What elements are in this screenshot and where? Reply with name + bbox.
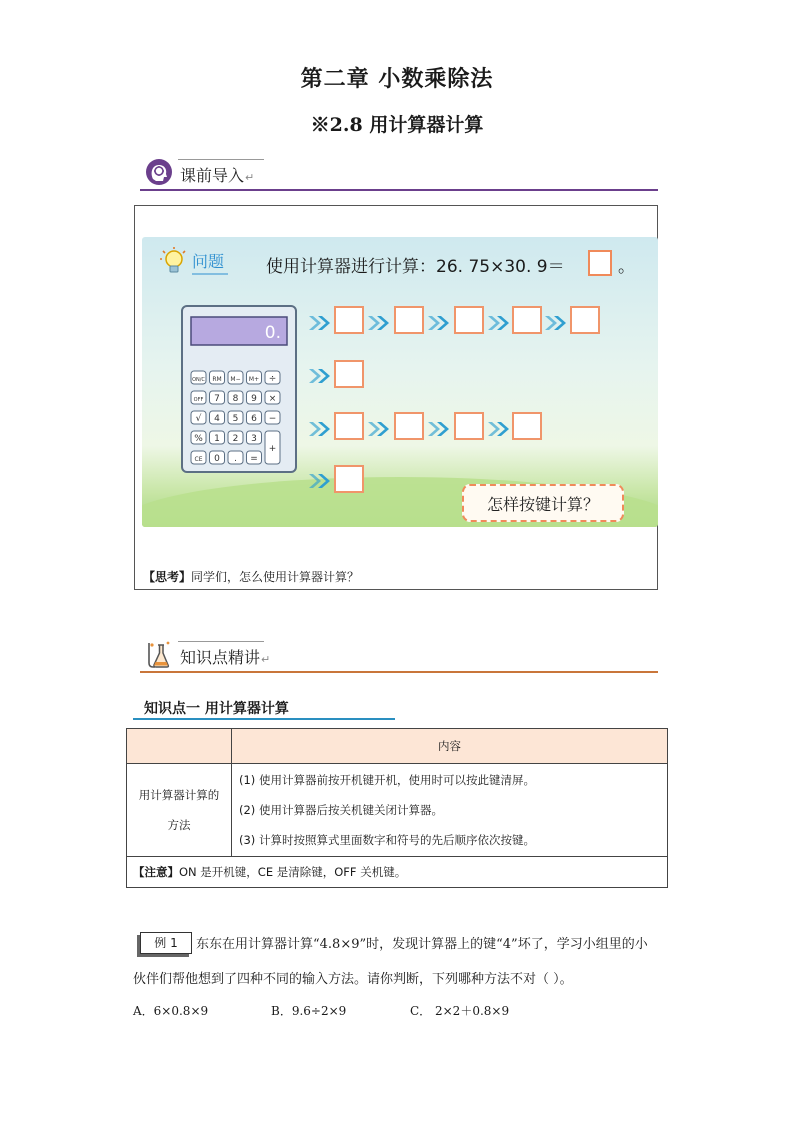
calculator-key-label: 1: [214, 434, 220, 444]
calculator-key-label: +: [268, 444, 277, 454]
chapter-title: 第二章 小数乘除法: [300, 66, 494, 92]
calculator-key-label: 5: [232, 414, 239, 424]
key-box: [334, 412, 364, 440]
problem-period: 。: [618, 257, 635, 277]
example-text-line1: 东东在用计算器计算“4.8×9”时，发现计算器上的键“4”坏了，学习小组里的小: [196, 937, 648, 952]
table-row: [127, 764, 668, 857]
calculator-display: 0.: [264, 323, 281, 343]
key-box: [570, 306, 600, 334]
example-tag: 例 1: [140, 932, 192, 954]
calculator-key-label: RM: [212, 376, 222, 383]
calculator-key-label: 8: [232, 394, 239, 404]
row-label: 用计算器计算的方法: [127, 764, 232, 857]
calculator-key-label: =: [250, 454, 258, 464]
return-mark: ↵: [245, 171, 255, 184]
intro-heading-text: 课前导入: [180, 166, 245, 185]
knowledge-section-heading: [140, 639, 658, 673]
calculator-key-label: CE: [194, 456, 203, 463]
problem-text: 使用计算器进行计算：26. 75×30. 9＝: [266, 257, 565, 277]
return-mark: ↵: [261, 653, 271, 666]
flask-lab-icon: [144, 639, 174, 669]
calculator-key-label: 2: [232, 434, 239, 444]
table-note-row: [127, 857, 668, 888]
calculator-key-label: −: [268, 414, 277, 424]
key-box: [334, 360, 364, 388]
calculator-key-label: ×: [268, 394, 277, 404]
note-text: ON 是开机键，CE 是清除键，OFF 关机键。: [179, 865, 407, 879]
example-text-line2: 伙伴们帮他想到了四种不同的输入方法。请你判断，下列哪种方法不对（ ）。: [133, 972, 573, 987]
table-header-empty: [127, 729, 232, 764]
section-title: ※2.8 用计算器计算: [310, 114, 484, 136]
double-chevron-icon: [426, 314, 452, 332]
calculator-key-label: 9: [251, 394, 257, 404]
knowledge-table: [126, 728, 668, 888]
step-item: (3) 计算时按照算式里面数字和符号的先后顺序依次按键。: [239, 833, 535, 847]
think-label: 【思考】: [143, 570, 192, 584]
double-chevron-icon: [366, 420, 392, 438]
calculator: [181, 305, 297, 473]
option-b[interactable]: B．9.6÷2×9: [271, 1004, 347, 1018]
key-box: [394, 412, 424, 440]
calculator-key-label: 6: [251, 414, 257, 424]
double-chevron-icon: [307, 472, 333, 490]
lightbulb-icon: [152, 246, 242, 278]
double-chevron-icon: [426, 420, 452, 438]
knowledge-point-underline: [133, 718, 395, 720]
calculator-key-label: 4: [214, 414, 220, 424]
double-chevron-icon: [307, 420, 333, 438]
table-header-row: [127, 729, 668, 764]
problem-label: 问题: [192, 252, 225, 271]
table-header-content: 内容: [232, 729, 668, 764]
double-chevron-icon: [366, 314, 392, 332]
key-box: [334, 465, 364, 493]
prompt-bubble: 怎样按键计算？: [462, 484, 624, 522]
key-box: [454, 412, 484, 440]
calculator-key-label: M−: [230, 376, 241, 383]
head-brain-icon: [144, 157, 174, 187]
calculator-key-label: M+: [248, 376, 260, 383]
calculator-key-label: √: [195, 414, 202, 424]
think-text: 同学们，怎么使用计算器计算？: [191, 570, 360, 584]
calculator-key-label: 3: [251, 434, 257, 444]
option-a[interactable]: A．6×0.8×9: [133, 1004, 209, 1018]
calculator-key-label: ON/C: [192, 377, 205, 383]
knowledge-point-title: 知识点一 用计算器计算: [144, 701, 289, 717]
table-note: [127, 857, 668, 888]
calculator-key-label: 7: [214, 394, 220, 404]
knowledge-heading-text: 知识点精讲: [180, 648, 261, 667]
calculator-key-label: OFF: [193, 397, 204, 403]
double-chevron-icon: [486, 420, 512, 438]
key-box: [512, 412, 542, 440]
row-steps: [232, 764, 668, 857]
answer-box[interactable]: [588, 250, 612, 276]
intro-section-heading: [140, 157, 658, 191]
step-item: (1) 使用计算器前按开机键开机，使用时可以按此键清屏。: [239, 773, 535, 787]
option-c[interactable]: C． 2×2＋0.8×9: [410, 1004, 510, 1018]
double-chevron-icon: [486, 314, 512, 332]
note-label: 【注意】: [133, 865, 179, 879]
calculator-key-label: %: [194, 434, 203, 444]
step-item: (2) 使用计算器后按关机键关闭计算器。: [239, 803, 443, 817]
key-box: [512, 306, 542, 334]
double-chevron-icon: [543, 314, 569, 332]
double-chevron-icon: [307, 367, 333, 385]
double-chevron-icon: [307, 314, 333, 332]
key-box: [394, 306, 424, 334]
key-box: [334, 306, 364, 334]
calculator-key-label: .: [234, 454, 237, 464]
think-question: [143, 568, 359, 585]
calculator-key-label: 0: [214, 454, 220, 464]
key-box: [454, 306, 484, 334]
calculator-key-label: ÷: [268, 374, 277, 384]
